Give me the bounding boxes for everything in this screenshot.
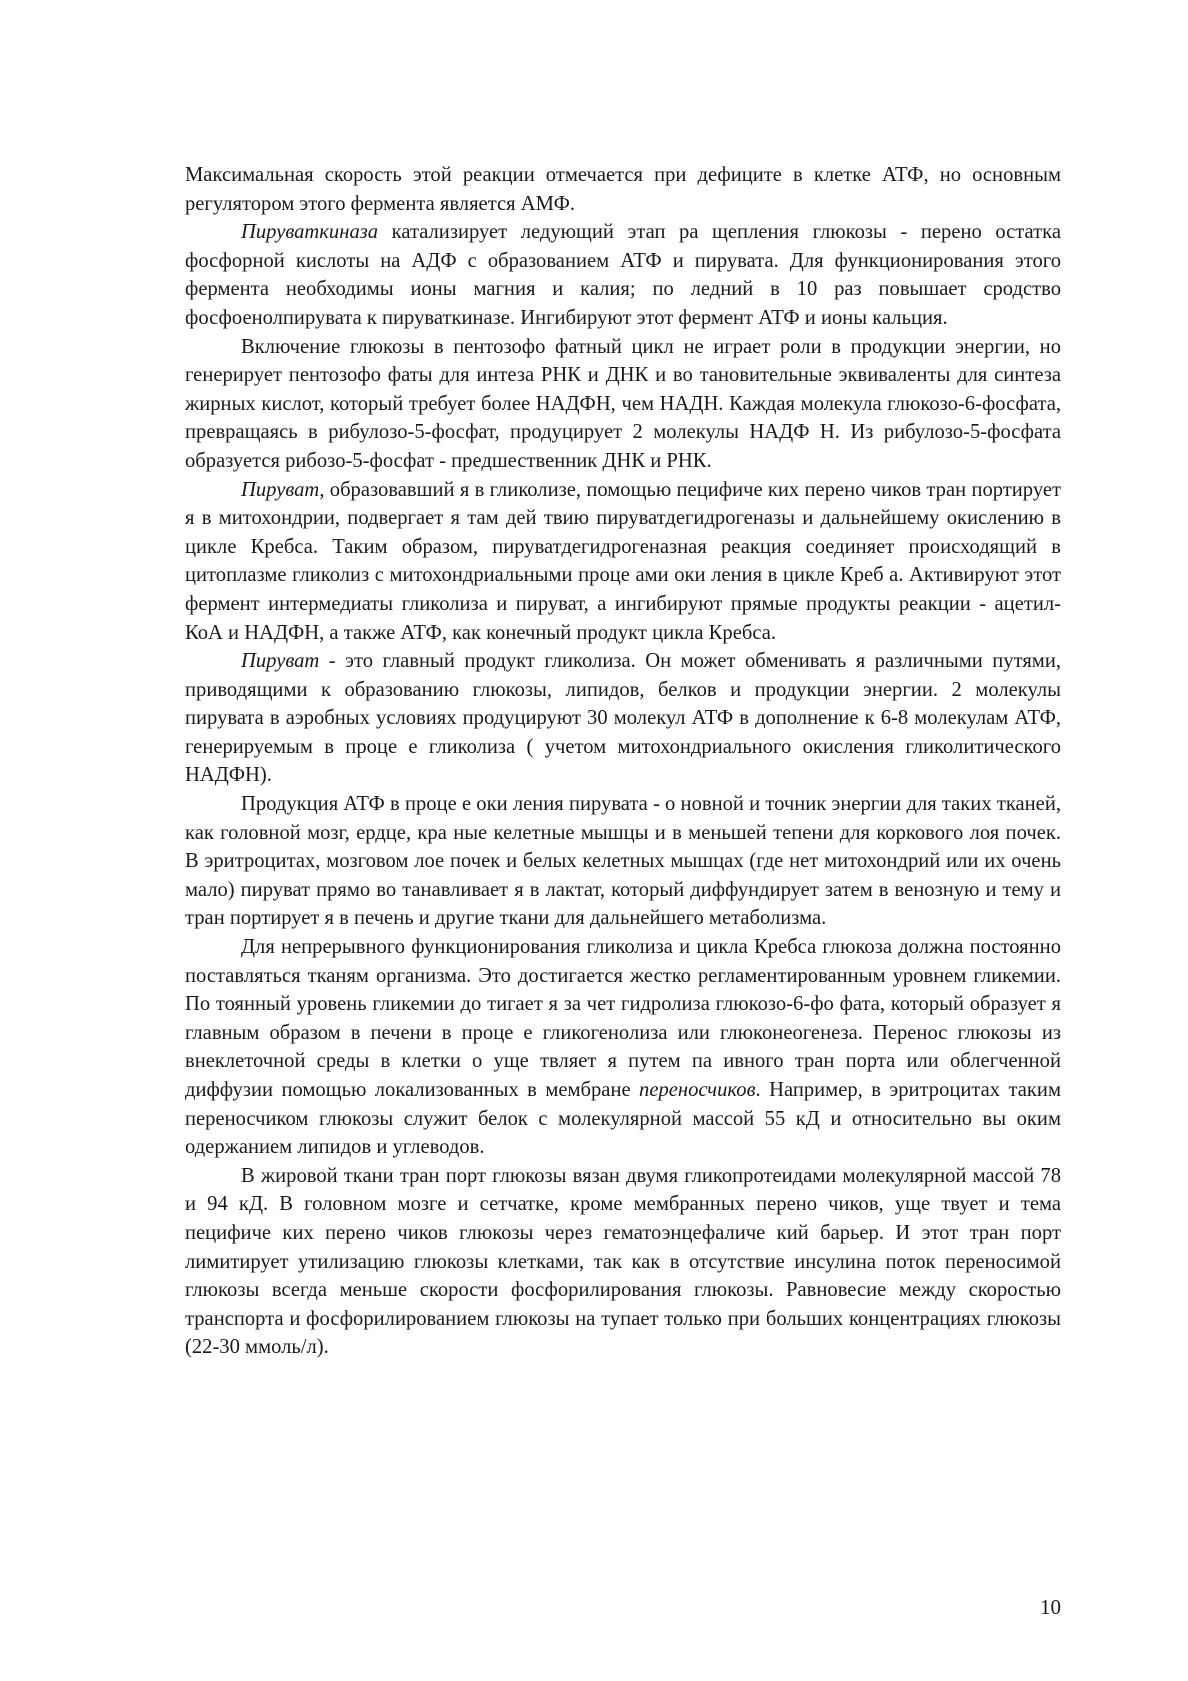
paragraph-2: Пируваткиназа катализирует ледующий этап ра щепления глюкозы - перено остатка фосфорной кислоты на АДФ с образованием АТФ и пирувата. Для функционирования этого фермента необходимы ионы магния и калия; по ледний в 10 раз повышает сродство фосфоенолпирувата к пируваткиназе. Ингибируют этот фермент АТФ и ионы кальция. bbox=[185, 221, 1061, 329]
paragraph-5: Пируват - это главный продукт гликолиза. Он может обменивать я различными путями, приводящими к образованию глюкозы, липидов, белков и продукции энергии. 2 молекулы пирувата в аэробных условиях продуцируют 30 молекул АТФ в дополнение к 6-8 молекулам АТФ, генерируемым в проце е гликолиза ( учетом митохондриального окисления гликолитического НАДФН). bbox=[185, 650, 1061, 787]
paragraph-6: Продукция АТФ в проце е оки ления пирувата - о новной и точник энергии для таких тканей, как головной мозг, ердце, кра ные келетные мышцы и в меньшей тепени для коркового лоя почек. В эритроцитах, мозговом лое почек и белых келетных мышцах (где нет митохондрий или их очень мало) пируват прямо во танавливает я в лактат, который диффундирует затем в венозную и тему и тран портирует я в печень и другие ткани для дальнейшего метаболизма. bbox=[185, 793, 1061, 930]
paragraph-3: Включение глюкозы в пентозофо фатный цикл не играет роли в продукции энергии, но генерирует пентозофо фаты для интеза РНК и ДНК и во тановительные эквиваленты для синтеза жирных кислот, который требует более НАДФН, чем НАДН. Каждая молекула глюкозо-6-фосфата, превращаясь в рибулозо-5-фосфат, продуцирует 2 молекулы НАДФ Н. Из рибулозо-5-фосфата образуется рибозо-5-фосфат - предшественник ДНК и РНК. bbox=[185, 335, 1061, 472]
term-pyruvate-kinase: Пируваткиназа bbox=[241, 221, 379, 244]
page-number: 10 bbox=[1040, 1595, 1061, 1619]
term-pyruvate: Пируват bbox=[241, 478, 320, 501]
paragraph-8: В жировой ткани тран порт глюкозы вязан двумя гликопротеидами молекулярной массой 78 и 94 кД. В головном мозге и сетчатке, кроме мембранных перено чиков, уще твует и тема пецифиче ких перено чиков глюкозы через гематоэнцефаличе кий барьер. И этот тран порт лимитирует утилизацию глюкозы клетками, так как в отсутствие инсулина поток переносимой глюкозы всегда меньше скорости фосфорилирования глюкозы. Равновесие между скоростью транспорта и фосфорилированием глюкозы на тупает только при больших концентрациях глюкозы (22-30 ммоль/л). bbox=[185, 1164, 1061, 1359]
paragraph-1: Максимальная скорость этой реакции отмечается при дефиците в клетке АТФ, но основным регулятором этого фермента является АМФ. bbox=[185, 164, 1061, 215]
term-carriers: переносчиков bbox=[639, 1079, 756, 1101]
body-text bbox=[185, 161, 1061, 1362]
paragraph-7: Для непрерывного функционирования гликолиза и цикла Кребса глюкоза должна постоянно поставляться тканям организма. Это достигается жестко регламентированным уровнем гликемии. По тоянный уровень гликемии до тигает я за чет гидролиза глюкозо-6-фо фата, который образует я главным образом в печени в проце е гликогенолиза или глюконеогенеза. Перенос глюкозы из внеклеточной среды в клетки о уще твляет я путем па ивного тран порта или облегченной диффузии помощью локализованных в мембране переносчиков. Например, в эритроцитах таким переносчиком глюкозы служит белок с молекулярной массой 55 кД и относительно вы оким одержанием липидов и углеводов. bbox=[185, 936, 1061, 1159]
term-pyruvate: Пируват bbox=[241, 650, 320, 673]
paragraph-4: Пируват, образовавший я в гликолизе, помощью пецифиче ких перено чиков тран портирует я в митохондрии, подвергает я там дей твию пируватдегидрогеназы и дальнейшему окислению в цикле Кребса. Таким образом, пируватдегидрогеназная реакция соединяет происходящий в цитоплазме гликолиз с митохондриальными проце ами оки ления в цикле Креб а. Активируют этот фермент интермедиаты гликолиза и пируват, а ингибируют прямые продукты реакции - ацетил-КоА и НАДФН, а также АТФ, как конечный продукт цикла Кребса. bbox=[185, 478, 1061, 644]
